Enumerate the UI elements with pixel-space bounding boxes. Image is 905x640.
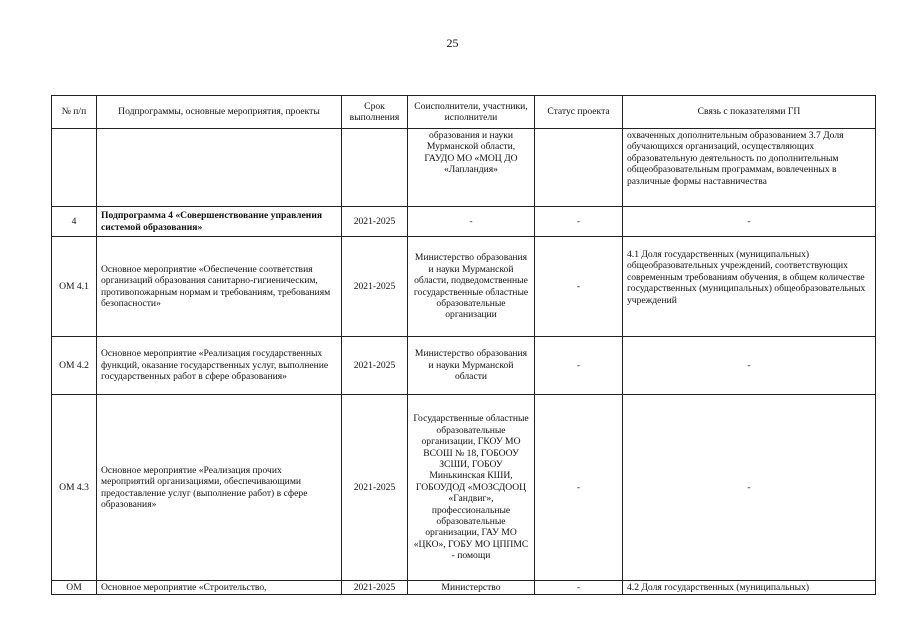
header-num: № п/п xyxy=(52,96,97,129)
header-name: Подпрограммы, основные мероприятия, проекты xyxy=(97,96,342,129)
row-name: Основное мероприятие «Строительство, xyxy=(97,581,342,595)
row-indicators: - xyxy=(623,207,876,237)
row-num xyxy=(52,129,97,207)
row-status: - xyxy=(535,207,623,237)
row-name: Основное мероприятие «Реализация государственных функций, оказание государственных услуг, выполнение государственных работ в сфере образования» xyxy=(97,337,342,395)
row-num: ОМ 4.1 xyxy=(52,237,97,337)
row-executors: Министерство xyxy=(408,581,535,595)
row-name: Основное мероприятие «Обеспечение соответствия организаций образования санитарно-гигиеническим, противопожарным нормам и требованиям, требованиям безопасности» xyxy=(97,237,342,337)
row-num: 4 xyxy=(52,207,97,237)
header-status: Статус проекта xyxy=(535,96,623,129)
row-date: 2021-2025 xyxy=(342,207,408,237)
row-indicators: - xyxy=(623,395,876,581)
table-row xyxy=(52,337,876,395)
row-num: ОМ xyxy=(52,581,97,595)
table-row xyxy=(52,237,876,337)
row-date: 2021-2025 xyxy=(342,237,408,337)
table-row xyxy=(52,581,876,595)
row-status: - xyxy=(535,395,623,581)
row-status: - xyxy=(535,237,623,337)
row-executors: образования и науки Мурманской области, ГАУДО МО «МОЦ ДО «Лапландия» xyxy=(408,129,535,207)
row-date xyxy=(342,129,408,207)
row-executors: Государственные областные образовательные организации, ГКОУ МО ВСОШ № 18, ГОБООУ ЗСШИ, ГОБОУ Минькинская КШИ, ГОБОУДОД «МОЗСДООЦ «Гандвиг», профессиональные образовательные организации, ГАУ МО «ЦКО», ГОБУ МО ЦППМС - помощи xyxy=(408,395,535,581)
row-date: 2021-2025 xyxy=(342,337,408,395)
row-indicators: 4.1 Доля государственных (муниципальных) общеобразовательных учреждений, соответствующих современным требованиям обучения, в общем количестве государственных (муниципальных) общеобразовательных учреждений xyxy=(623,237,876,337)
header-date: Срок выполнения xyxy=(342,96,408,129)
program-table xyxy=(51,95,876,595)
row-name: Подпрограмма 4 «Совершенствование управления системой образования» xyxy=(97,207,342,237)
row-executors: Министерство образования и науки Мурманской области, подведомственные государственные областные образовательные организации xyxy=(408,237,535,337)
table-row xyxy=(52,207,876,237)
header-executors: Соисполнители, участники, исполнители xyxy=(408,96,535,129)
row-status: - xyxy=(535,581,623,595)
row-date: 2021-2025 xyxy=(342,581,408,595)
row-executors: - xyxy=(408,207,535,237)
page-number: 25 xyxy=(446,36,459,50)
row-indicators: 4.2 Доля государственных (муниципальных) xyxy=(623,581,876,595)
row-status: - xyxy=(535,337,623,395)
row-executors: Министерство образования и науки Мурманской области xyxy=(408,337,535,395)
row-indicators: охваченных дополнительным образованием 3.7 Доля обучающихся организаций, осуществляющих образовательную деятельность по дополнительным общеобразовательным программам, вовлеченных в различные формы наставничества xyxy=(623,129,876,207)
row-name: Основное мероприятие «Реализация прочих мероприятий организациями, обеспечивающими предоставление услуг (выполнение работ) в сфере образования» xyxy=(97,395,342,581)
table-row xyxy=(52,395,876,581)
header-indicators: Связь с показателями ГП xyxy=(623,96,876,129)
row-indicators: - xyxy=(623,337,876,395)
row-num: ОМ 4.2 xyxy=(52,337,97,395)
row-num: ОМ 4.3 xyxy=(52,395,97,581)
table-row xyxy=(52,129,876,207)
table-header-row xyxy=(52,96,876,129)
row-status xyxy=(535,129,623,207)
row-name xyxy=(97,129,342,207)
row-date: 2021-2025 xyxy=(342,395,408,581)
